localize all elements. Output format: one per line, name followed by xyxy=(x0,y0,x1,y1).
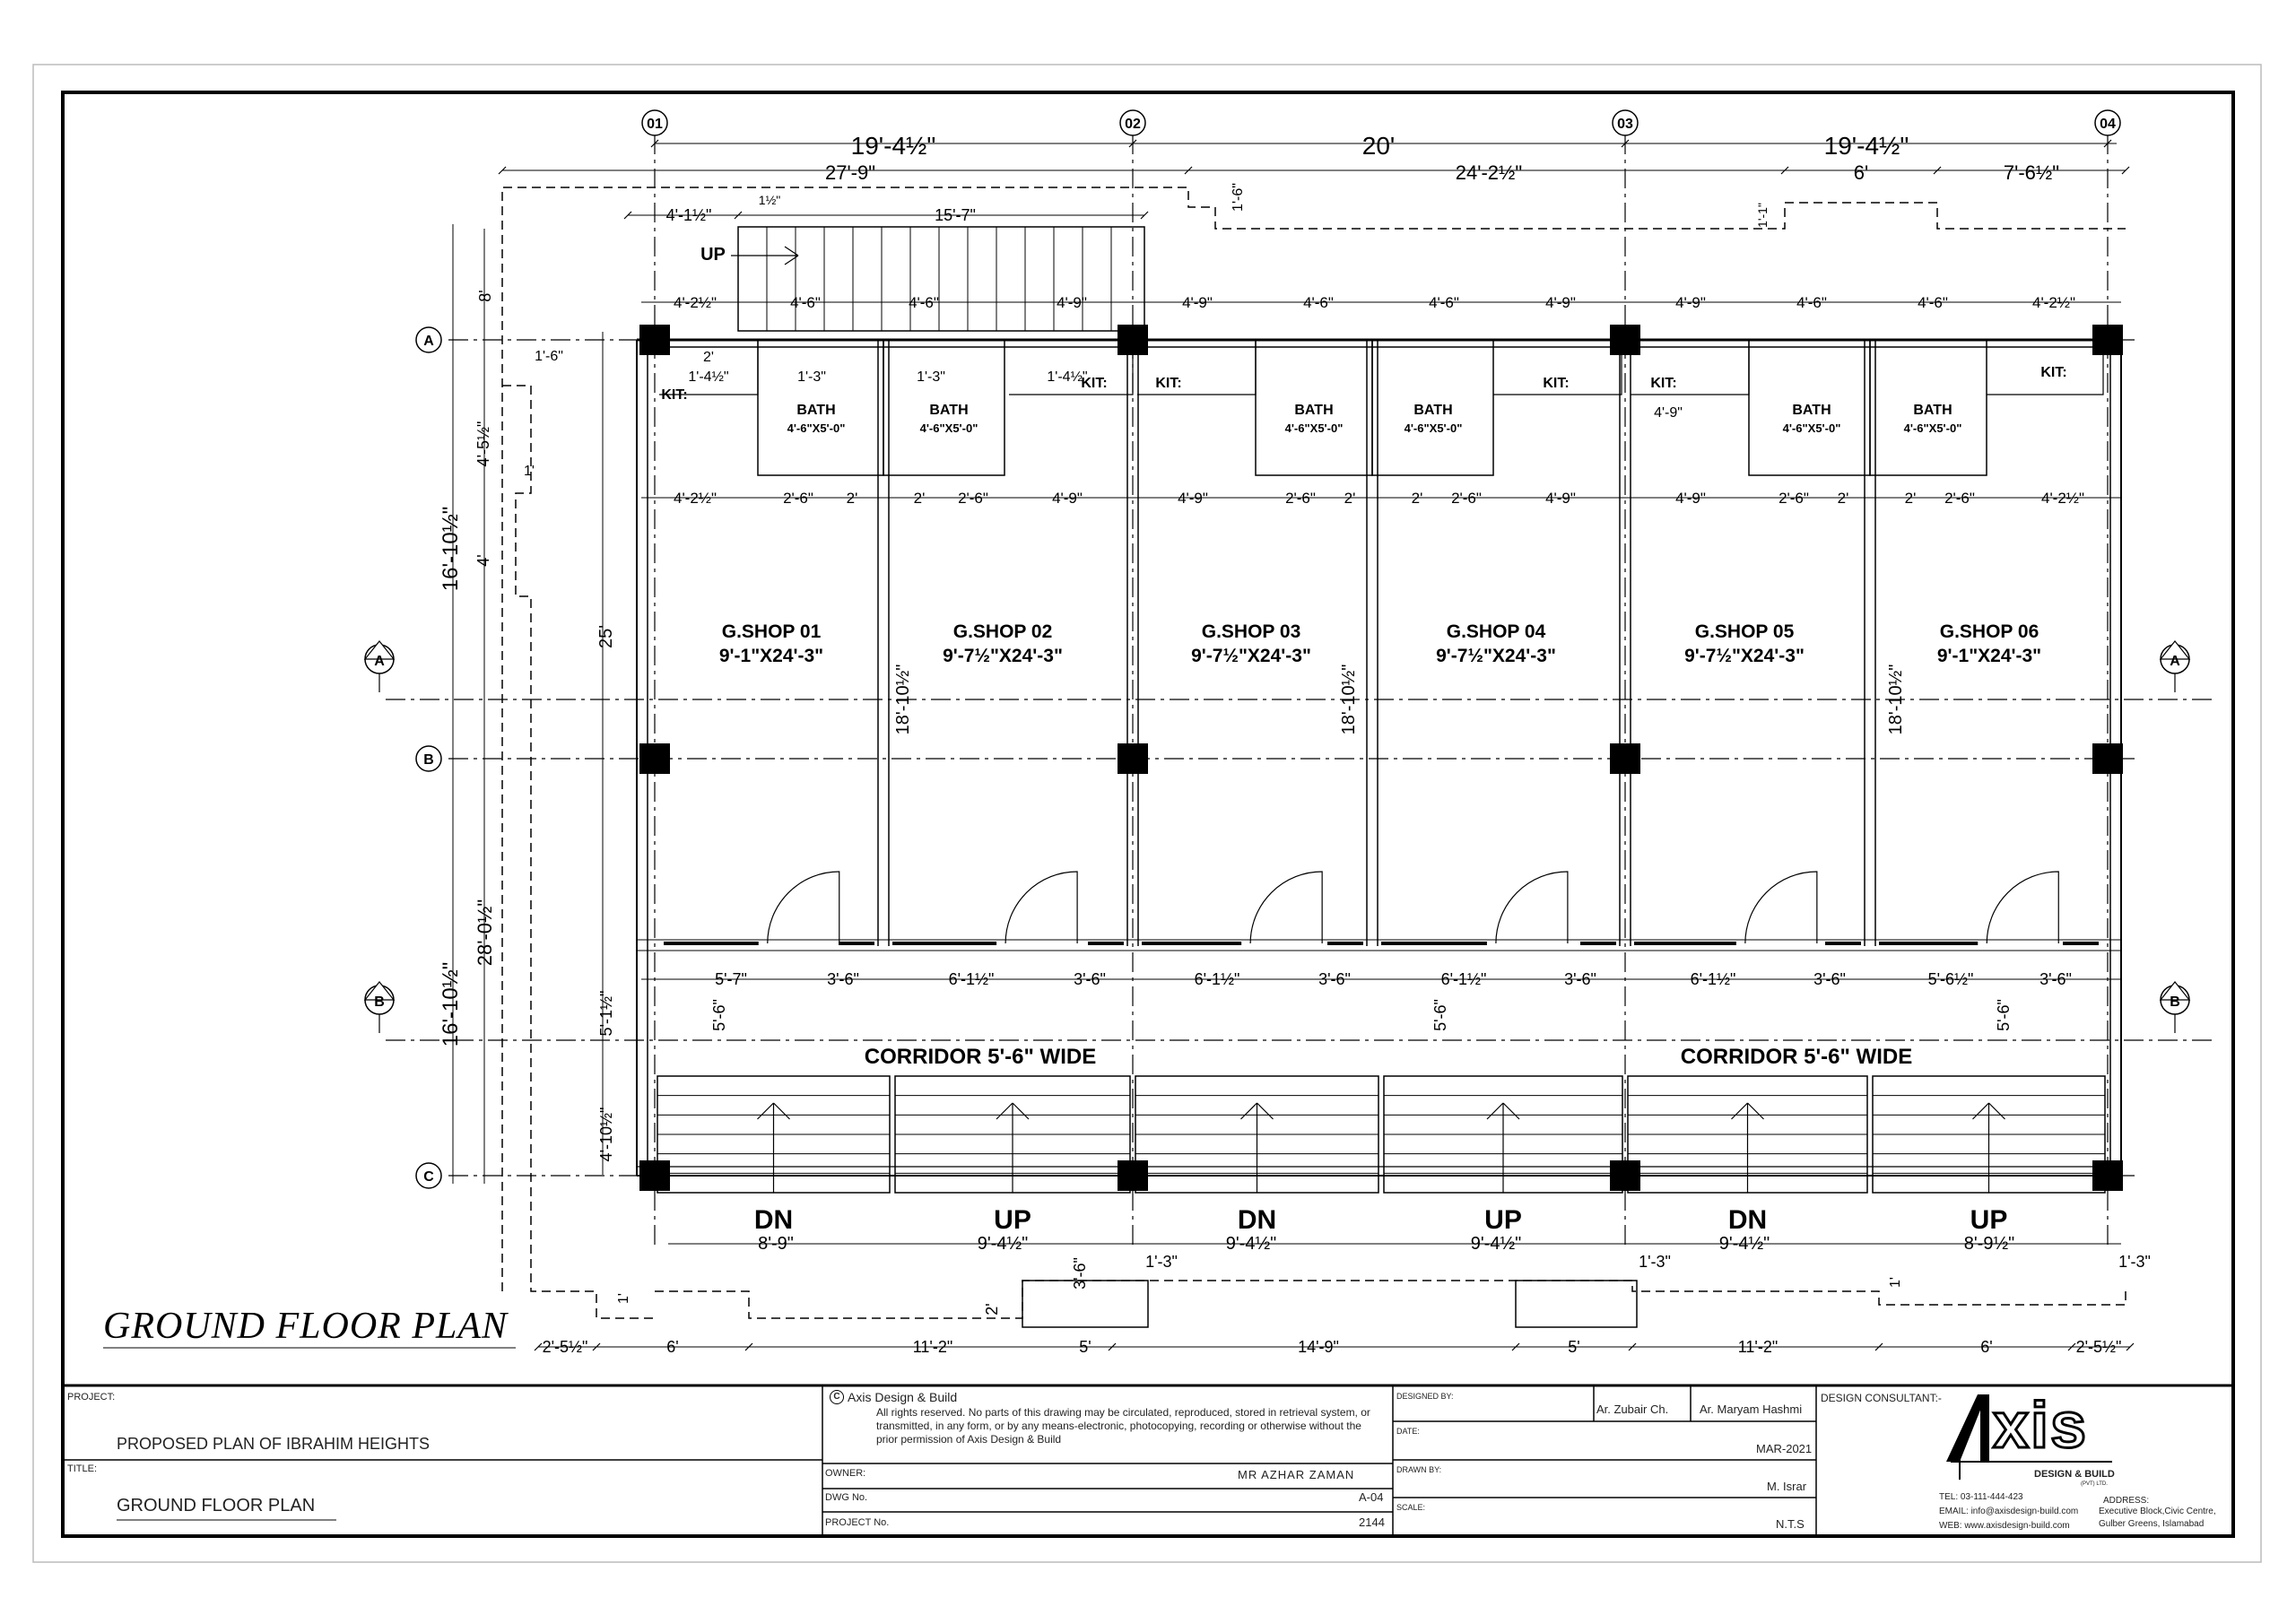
site-outline-left xyxy=(502,386,655,1318)
address-line-1: Executive Block,Civic Centre, xyxy=(2099,1507,2216,1516)
dimension-label: 2' xyxy=(1904,490,1917,507)
dwg-value: A-04 xyxy=(1359,1490,1384,1504)
dimension-label: 2' xyxy=(1411,490,1423,507)
title-value: GROUND FLOOR PLAN xyxy=(117,1496,316,1515)
dimension-label: 11'-2" xyxy=(1737,1338,1779,1356)
dimension-label: 3'-6" xyxy=(1071,1257,1089,1290)
dimension-label: 4'-9" xyxy=(1545,490,1576,507)
corridor-label: CORRIDOR 5'-6" WIDE xyxy=(1680,1045,1913,1069)
dimension-label: 6' xyxy=(666,1338,679,1356)
shop-size-label: 9'-1"X24'-3" xyxy=(1936,646,2042,666)
bath-label: BATH xyxy=(1792,403,1831,418)
dimension-label: 9'-4½" xyxy=(1470,1234,1522,1254)
stair-up-arrow-head xyxy=(785,247,798,256)
drawn-by-label: DRAWN BY: xyxy=(1396,1465,1442,1474)
bath-label: BATH xyxy=(929,403,969,418)
dimension-label: 4'-6" xyxy=(1918,294,1948,311)
address-line-2: Gulber Greens, Islamabad xyxy=(2099,1519,2205,1529)
shop-name-label: G.SHOP 05 xyxy=(1694,621,1795,642)
stair-label: DN xyxy=(1727,1205,1768,1235)
dimension-label: 28'-0½" xyxy=(474,899,496,967)
door-swing xyxy=(768,872,839,943)
shop-name-label: G.SHOP 02 xyxy=(952,621,1053,642)
dimension-label: 5'-7" xyxy=(715,970,747,988)
dimension-label: 4'-10½" xyxy=(597,1107,615,1162)
stair-arrow-head xyxy=(1503,1103,1519,1119)
stair-up-arrow-head xyxy=(785,256,798,265)
dimension-label: 2'-6" xyxy=(958,490,988,507)
logo-pvt: (PVT) LTD. xyxy=(2081,1481,2108,1487)
kitchen-counter xyxy=(1631,340,1749,395)
dimension-label: 1' xyxy=(1888,1277,1903,1288)
drawn-by-value: M. Israr xyxy=(1767,1480,1807,1493)
company-name: Axis Design & Build xyxy=(848,1390,958,1404)
site-outline-bottom xyxy=(655,1281,2126,1318)
dimension-label: 18'-10½" xyxy=(893,664,913,735)
dimension-label: 4'-6" xyxy=(1796,294,1827,311)
dimension-label: 1½" xyxy=(758,193,781,207)
dimension-label: 2'-6" xyxy=(1451,490,1482,507)
column xyxy=(1610,325,1640,355)
shop-size-label: 9'-1"X24'-3" xyxy=(718,646,824,666)
dimension-label: 5'-1½" xyxy=(597,990,615,1037)
dimension-label: 4'-6" xyxy=(1429,294,1459,311)
dimension-label: 2' xyxy=(913,490,926,507)
dimension-label: 6'-1½" xyxy=(1194,970,1240,988)
dimension-label: 5'-6" xyxy=(1995,999,2013,1031)
dimension-label: 4'-6" xyxy=(790,294,821,311)
kit-label: KIT: xyxy=(2040,365,2067,380)
dimension-label: 4'-9" xyxy=(1654,405,1683,421)
stair-arrow-head xyxy=(1748,1103,1764,1119)
dimension-label: 4'-6" xyxy=(1303,294,1334,311)
dimension-label: 16'-10½" xyxy=(439,506,463,592)
dimension-label: 1'-6" xyxy=(535,349,563,364)
date-label: DATE: xyxy=(1396,1427,1420,1436)
column xyxy=(1118,743,1148,774)
stair-label: DN xyxy=(1237,1205,1277,1235)
dimension-label: 4' xyxy=(474,554,492,567)
section-marker-label: B xyxy=(2170,994,2180,1010)
dimension-label: 4'-9" xyxy=(1057,294,1087,311)
dimension-label: 2'-6" xyxy=(1779,490,1809,507)
bath-size-label: 4'-6"X5'-0" xyxy=(919,421,978,435)
bath-label: BATH xyxy=(796,403,836,418)
dimension-label: 1'-4½" xyxy=(1047,369,1088,385)
dimension-label: 6'-1½" xyxy=(948,970,995,988)
dimension-label: 4'-2½" xyxy=(673,490,718,507)
dimension-label: 2'-6" xyxy=(783,490,813,507)
project-no-value: 2144 xyxy=(1359,1515,1385,1529)
bath-size-label: 4'-6"X5'-0" xyxy=(1284,421,1344,435)
dimension-label: 15'-7" xyxy=(935,206,976,224)
owner-value: MR AZHAR ZAMAN xyxy=(1238,1468,1355,1481)
dimension-label: 4'-2½" xyxy=(2031,294,2076,311)
dimension-label: 2' xyxy=(703,350,714,365)
dimension-label: 2' xyxy=(1837,490,1849,507)
column xyxy=(1610,743,1640,774)
dimension-label: 1' xyxy=(524,464,535,479)
grid-bubble-label: 02 xyxy=(1125,117,1141,132)
dimension-label: 1'-1" xyxy=(1755,203,1770,228)
kit-label: KIT: xyxy=(1155,376,1182,391)
grid-bubble-label: B xyxy=(423,752,434,768)
dimension-label: 4'-2½" xyxy=(2040,490,2085,507)
dimension-label: 25' xyxy=(596,624,616,649)
dimension-label: 4'-9" xyxy=(1675,490,1706,507)
dimension-label: 1'-4½" xyxy=(688,369,729,385)
dimension-label: 1' xyxy=(616,1293,631,1304)
dimension-label: 2'-6" xyxy=(1944,490,1975,507)
shop-size-label: 9'-7½"X24'-3" xyxy=(1436,646,1556,666)
stair-label: UP xyxy=(1484,1205,1522,1235)
dimension-label: 5'-6½" xyxy=(1927,970,1974,988)
dimension-label: 4'-9" xyxy=(1675,294,1706,311)
kit-label: KIT: xyxy=(1081,376,1108,391)
bath-size-label: 4'-6"X5'-0" xyxy=(1903,421,1962,435)
dimension-label: 8' xyxy=(476,290,494,302)
stair-arrow-head xyxy=(1973,1103,1989,1119)
dimension-label: 4'-1½" xyxy=(665,206,712,224)
dimension-label: 19'-4½" xyxy=(1823,132,1909,160)
dimension-label: 6'-1½" xyxy=(1690,970,1736,988)
dimension-label: 14'-9" xyxy=(1298,1338,1339,1356)
front-stair xyxy=(738,227,1144,331)
column xyxy=(1118,1160,1148,1191)
dimension-label: 1'-3" xyxy=(797,369,826,385)
shop-name-label: G.SHOP 01 xyxy=(721,621,822,642)
dimension-label: 5' xyxy=(1568,1338,1580,1356)
dimension-label: 6'-1½" xyxy=(1440,970,1487,988)
scale-value: N.T.S xyxy=(1776,1517,1805,1531)
project-label: PROJECT: xyxy=(67,1392,116,1403)
dimension-label: 18'-10½" xyxy=(1886,664,1906,735)
dimension-label: 5' xyxy=(1079,1338,1091,1356)
column xyxy=(639,743,670,774)
contact-tel: TEL: 03-111-444-423 xyxy=(1939,1492,2023,1502)
dimension-label: 4'-9" xyxy=(1178,490,1208,507)
bath-label: BATH xyxy=(1913,403,1952,418)
logo-subtitle: DESIGN & BUILD xyxy=(2034,1469,2115,1480)
door-swing xyxy=(1250,872,1322,943)
corridor-label: CORRIDOR 5'-6" WIDE xyxy=(864,1045,1097,1069)
dimension-label: 4'-9" xyxy=(1545,294,1576,311)
dimension-label: 3'-6" xyxy=(1074,970,1106,988)
shop-name-label: G.SHOP 04 xyxy=(1446,621,1546,642)
column xyxy=(1610,1160,1640,1191)
stair-arrow-head xyxy=(1989,1103,2005,1119)
date-value: MAR-2021 xyxy=(1756,1442,1813,1455)
dimension-label: 5'-6" xyxy=(1431,999,1449,1031)
dimension-label: 9'-4½" xyxy=(977,1234,1029,1254)
consultant-label: DESIGN CONSULTANT:- xyxy=(1821,1392,1942,1404)
kitchen-counter xyxy=(1009,340,1133,395)
kit-label: KIT: xyxy=(661,387,688,403)
grid-bubble-label: 01 xyxy=(647,117,663,132)
kit-label: KIT: xyxy=(1543,376,1570,391)
stair-arrow-head xyxy=(774,1103,790,1119)
dimension-label: 1'-3" xyxy=(1145,1253,1178,1271)
stair-arrow-head xyxy=(1013,1103,1029,1119)
dimension-label: 3'-6" xyxy=(1564,970,1596,988)
dimension-label: 4'-9" xyxy=(1052,490,1083,507)
project-no-label: PROJECT No. xyxy=(825,1517,890,1528)
designed-by-label: DESIGNED BY: xyxy=(1396,1392,1454,1401)
address-label: ADDRESS: xyxy=(2103,1496,2150,1506)
stair-label: UP xyxy=(1970,1205,2008,1235)
stair-arrow-head xyxy=(758,1103,774,1119)
column xyxy=(639,1160,670,1191)
dimension-label: 8'-9½" xyxy=(1963,1234,2015,1254)
bath-size-label: 4'-6"X5'-0" xyxy=(787,421,846,435)
title-label: TITLE: xyxy=(67,1463,98,1474)
grid-bubble-label: 03 xyxy=(1617,117,1633,132)
dimension-label: 4'-9" xyxy=(1182,294,1213,311)
dimension-label: 9'-4½" xyxy=(1718,1234,1770,1254)
dimension-label: 1'-3" xyxy=(2118,1253,2151,1271)
site-outline-top xyxy=(502,187,2126,1291)
dimension-label: 1'-6" xyxy=(1231,183,1246,212)
bath-size-label: 4'-6"X5'-0" xyxy=(1782,421,1841,435)
dimension-label: 2'-6" xyxy=(1285,490,1316,507)
stair-arrow-head xyxy=(1487,1103,1503,1119)
section-marker-label: B xyxy=(374,994,385,1010)
stair-arrow-head xyxy=(1257,1103,1274,1119)
dimension-label: 1'-3" xyxy=(1639,1253,1671,1271)
bath-label: BATH xyxy=(1413,403,1453,418)
contact-web: WEB: www.axisdesign-build.com xyxy=(1939,1521,2070,1531)
dimension-label: 3'-6" xyxy=(1318,970,1351,988)
kitchen-counter xyxy=(659,340,758,395)
dimension-label: 5'-6" xyxy=(710,999,728,1031)
door-swing xyxy=(1987,872,2058,943)
planter-box xyxy=(1516,1281,1637,1327)
contact-email: EMAIL: info@axisdesign-build.com xyxy=(1939,1507,2079,1516)
bath-label: BATH xyxy=(1294,403,1334,418)
designer-1: Ar. Zubair Ch. xyxy=(1596,1403,1669,1416)
drawing-title: GROUND FLOOR PLAN xyxy=(103,1306,509,1347)
project-value: PROPOSED PLAN OF IBRAHIM HEIGHTS xyxy=(117,1435,430,1453)
column xyxy=(2092,325,2123,355)
shop-size-label: 9'-7½"X24'-3" xyxy=(943,646,1063,666)
grid-bubble-label: A xyxy=(423,334,434,349)
dimension-label: 6' xyxy=(1980,1338,1993,1356)
dimension-label: 4'-5½" xyxy=(474,421,492,467)
dimension-label: 20' xyxy=(1361,132,1396,160)
dimension-label: 1'-3" xyxy=(917,369,945,385)
dimension-label: 3'-6" xyxy=(2039,970,2072,988)
copyright-note: All rights reserved. No parts of this drawing may be circulated, reproduced, stored in retrieval system, or transmitted, in any form, or by any means-electronic, photocopying, recording or otherwise without the prior permission of Axis Design & Build xyxy=(876,1406,1370,1446)
column xyxy=(639,325,670,355)
copyright-symbol: C xyxy=(830,1390,844,1404)
door-swing xyxy=(1496,872,1568,943)
dimension-label: 3'-6" xyxy=(1813,970,1846,988)
stair-arrow-head xyxy=(1732,1103,1748,1119)
dimension-label: 24'-2½" xyxy=(1455,161,1523,184)
section-marker-label: A xyxy=(2170,654,2180,669)
dimension-label: 7'-6½" xyxy=(2003,161,2060,184)
logo-text: xis xyxy=(1993,1390,2089,1462)
stair-label: DN xyxy=(753,1205,794,1235)
dimension-label: 16'-10½" xyxy=(439,961,463,1047)
dimension-label: 18'-10½" xyxy=(1339,664,1359,735)
dimension-label: 2' xyxy=(983,1303,1001,1316)
dimension-label: 19'-4½" xyxy=(850,132,936,160)
door-swing xyxy=(1005,872,1077,943)
stair-arrow-head xyxy=(996,1103,1013,1119)
shop-name-label: G.SHOP 06 xyxy=(1939,621,2039,642)
dimension-label: 2' xyxy=(846,490,858,507)
dimension-label: 9'-4½" xyxy=(1225,1234,1277,1254)
dimension-label: 3'-6" xyxy=(827,970,859,988)
section-marker-label: A xyxy=(374,654,385,669)
dwg-label: DWG No. xyxy=(825,1492,868,1503)
column xyxy=(2092,1160,2123,1191)
dimension-label: 27'-9" xyxy=(824,161,876,184)
column xyxy=(2092,743,2123,774)
kit-label: KIT: xyxy=(1650,376,1677,391)
grid-bubble-label: 04 xyxy=(2100,117,2116,132)
dimension-label: 2'-5½" xyxy=(2075,1338,2122,1356)
dimension-label: 6' xyxy=(1853,161,1869,184)
dimension-label: 4'-2½" xyxy=(673,294,718,311)
dimension-label: 4'-6" xyxy=(909,294,939,311)
stair-arrow-head xyxy=(1241,1103,1257,1119)
dimension-label: 8'-9" xyxy=(758,1234,794,1254)
dimension-label: 2'-5½" xyxy=(542,1338,588,1356)
stair-up-label: UP xyxy=(700,245,726,265)
stair-label: UP xyxy=(994,1205,1031,1235)
dimension-label: 11'-2" xyxy=(912,1338,953,1356)
dimension-label: 2' xyxy=(1344,490,1356,507)
grid-bubble-label: C xyxy=(423,1169,434,1185)
shop-size-label: 9'-7½"X24'-3" xyxy=(1191,646,1311,666)
designer-2: Ar. Maryam Hashmi xyxy=(1700,1403,1803,1416)
bath-size-label: 4'-6"X5'-0" xyxy=(1404,421,1463,435)
owner-label: OWNER: xyxy=(825,1468,866,1479)
scale-label: SCALE: xyxy=(1396,1503,1426,1512)
shop-name-label: G.SHOP 03 xyxy=(1201,621,1301,642)
shop-size-label: 9'-7½"X24'-3" xyxy=(1684,646,1805,666)
door-swing xyxy=(1745,872,1817,943)
